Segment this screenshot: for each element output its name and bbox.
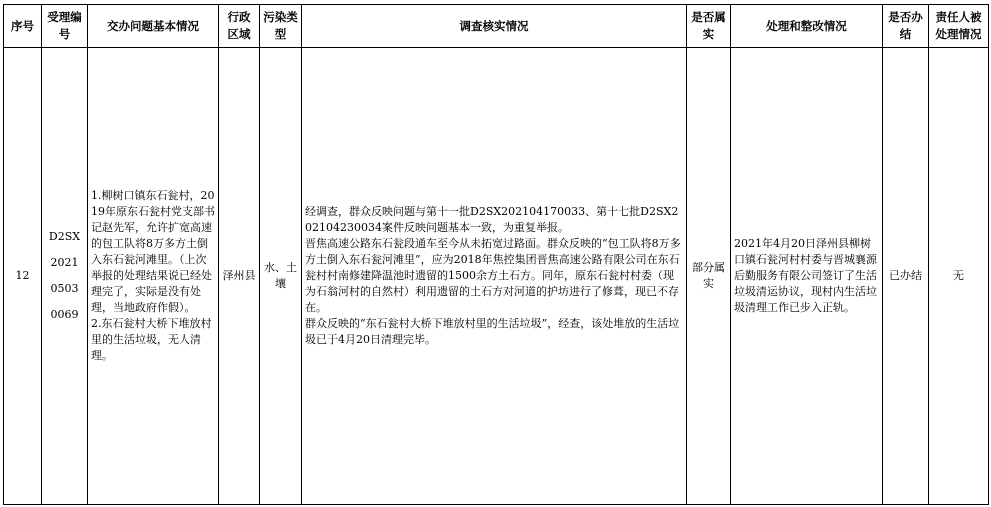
cell-region: 泽州县 xyxy=(219,48,260,505)
investigation-paragraph: 经调查，群众反映问题与第十一批D2SX202104170033、第十七批D2SX202104230034案件反映问题基本一致，为重复举报。 xyxy=(305,205,679,235)
cell-handling: 2021年4月20日泽州县柳树口镇石瓮河村村委与晋城襄源后勤服务有限公司签订了生活垃圾清运协议，现村内生活垃圾清理工作已步入正轨。 xyxy=(731,48,883,505)
header-region: 行政区域 xyxy=(219,5,260,48)
cell-pollution: 水、土壤 xyxy=(260,48,302,505)
header-problem: 交办问题基本情况 xyxy=(88,5,219,48)
header-closed: 是否办结 xyxy=(883,5,929,48)
problem-paragraph: 1.柳树口镇东石瓮村，2019年原东石瓮村党支部书记赵先军，允许扩宽高速的包工队将8万多方土倒入东石瓮河滩里。（上次举报的处理结果说已经处理完了，实际是没有处理，当地政府作假）。 xyxy=(91,189,215,314)
case-no-part: 2021 xyxy=(50,256,79,269)
header-pollution: 污染类型 xyxy=(260,5,302,48)
header-handling: 处理和整改情况 xyxy=(731,5,883,48)
problem-paragraph: 2.东石瓮村大桥下堆放村里的生活垃圾，无人清理。 xyxy=(91,316,212,362)
cell-verified: 部分属实 xyxy=(687,48,731,505)
cell-seq: 12 xyxy=(4,48,42,505)
header-accountability: 责任人被处理情况 xyxy=(929,5,989,48)
cell-case-no xyxy=(42,48,88,505)
cell-investigation xyxy=(302,48,687,505)
case-no-part: 0503 xyxy=(50,282,79,295)
cell-problem xyxy=(88,48,219,505)
header-investigation: 调查核实情况 xyxy=(302,5,687,48)
cell-accountability: 无 xyxy=(929,48,989,505)
table-row xyxy=(4,48,989,505)
investigation-paragraph: 晋焦高速公路东石瓮段通车至今从未拓宽过路面。群众反映的“包工队将8万多方土倒入东石瓮河滩里”，应为2018年焦控集团晋焦高速公路有限公司在东石瓮村村南修建降温池时遗留的1500余方土石方。同年，原东石瓮村村委（现为石翁河村的自然村）利用遗留的土石方对河道的护坊进行了修葺，现已不存在。 xyxy=(305,237,681,314)
investigation-paragraph: 群众反映的“东石瓮村大桥下堆放村里的生活垃圾”，经查，该处堆放的生活垃圾已于4月20日清理完毕。 xyxy=(305,316,680,346)
header-row xyxy=(4,5,989,48)
header-verified: 是否属实 xyxy=(687,5,731,48)
case-no-part: D2SX xyxy=(48,230,81,243)
case-table xyxy=(3,4,989,505)
header-seq: 序号 xyxy=(4,5,42,48)
cell-closed: 已办结 xyxy=(883,48,929,505)
case-no-part: 0069 xyxy=(50,308,79,321)
header-case-no: 受理编号 xyxy=(42,5,88,48)
